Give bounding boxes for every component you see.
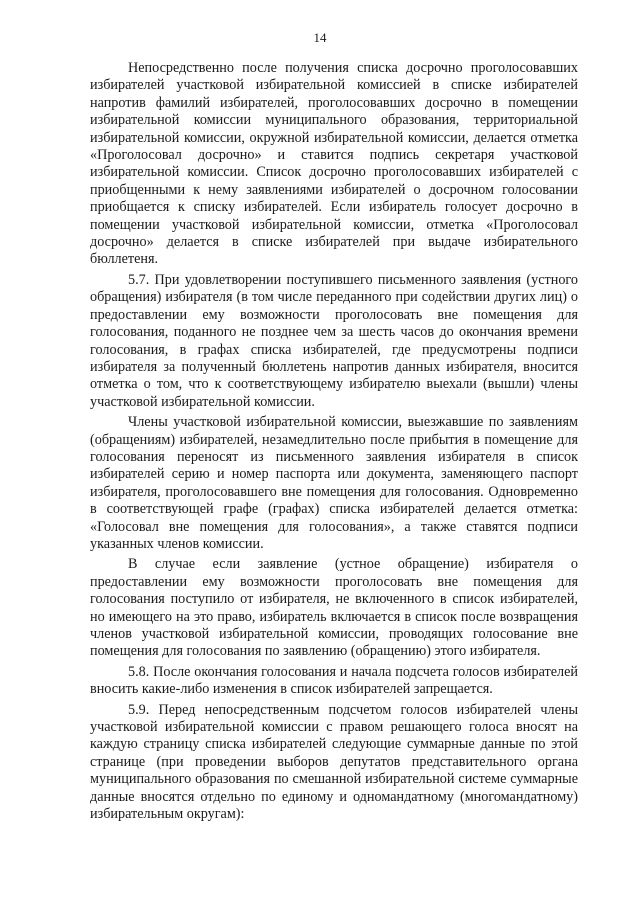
- paragraph-early-voting-mark: Непосредственно после получения списка досрочно проголосовавших избирателей участковой избирательной комиссией в списке избирателей напротив фамилий избирателей, проголосовавших досрочно в помещении избирательной комиссии муниципального образования, территориальной избирательной комиссии, окружной избирательной комиссии, делается отметка «Проголосовал досрочно» и ставится подпись секретаря участковой избирательной комиссии. Список досрочно проголосовавших избирателей с приобщенными к нему заявлениями избирателей о досрочном голосовании приобщается к списку избирателей. Если избиратель голосует досрочно в помещении участковой избирательной комиссии, отметка «Проголосовал досрочно» делается в списке избирателей при выдаче избирательного бюллетеня.: [90, 60, 578, 268]
- document-body: [90, 60, 578, 826]
- page-number: 14: [313, 30, 327, 45]
- paragraph-5-9: 5.9. Перед непосредственным подсчетом голосов избирателей члены участковой избирательной комиссии с правом решающего голоса вносят на каждую страницу списка избирателей следующие суммарные данные по этой странице (при проведении выборов депутатов представительного органа муниципального образования по смешанной избирательной системе суммарные данные вносятся отдельно по единому и одномандатному (многомандатному) избирательным округам):: [90, 701, 578, 823]
- paragraph-5-7: 5.7. При удовлетворении поступившего письменного заявления (устного обращения) избирателя (в том числе переданного при содействии других лиц) о предоставлении ему возможности проголосовать вне помещения для голосования, поданного не позднее чем за шесть часов до окончания времени голосования, в графах списка избирателей, где предусмотрены подписи избирателя за полученный бюллетень напротив данных избирателя, вносится отметка о том, что к соответствующему избирателю выехали (вышли) члены участковой избирательной комиссии.: [90, 271, 578, 410]
- paragraph-5-8: 5.8. После окончания голосования и начала подсчета голосов избирателей вносить какие-либо изменения в список избирателей запрещается.: [90, 663, 578, 698]
- paragraph-members-outside-voting: Члены участковой избирательной комиссии, выезжавшие по заявлениям (обращениям) избирателей, незамедлительно после прибытия в помещение для голосования переносят из письменного заявления избирателя в список избирателей серию и номер паспорта или документа, заменяющего паспорт избирателя, проголосовавшего вне помещения для голосования. Одновременно в соответствующей графе (графах) списка избирателей делается отметка: «Голосовал вне помещения для голосования», а также ставятся подписи указанных членов комиссии.: [90, 414, 578, 552]
- paragraph-not-included-voter: В случае если заявление (устное обращение) избирателя о предоставлении ему возможности проголосовать вне помещения для голосования поступило от избирателя, не включенного в список избирателей, но имеющего на это право, избиратель включается в список после возвращения членов участковой избирательной комиссии, проводящих голосование вне помещения для голосования по заявлению (обращению) этого избирателя.: [90, 556, 578, 660]
